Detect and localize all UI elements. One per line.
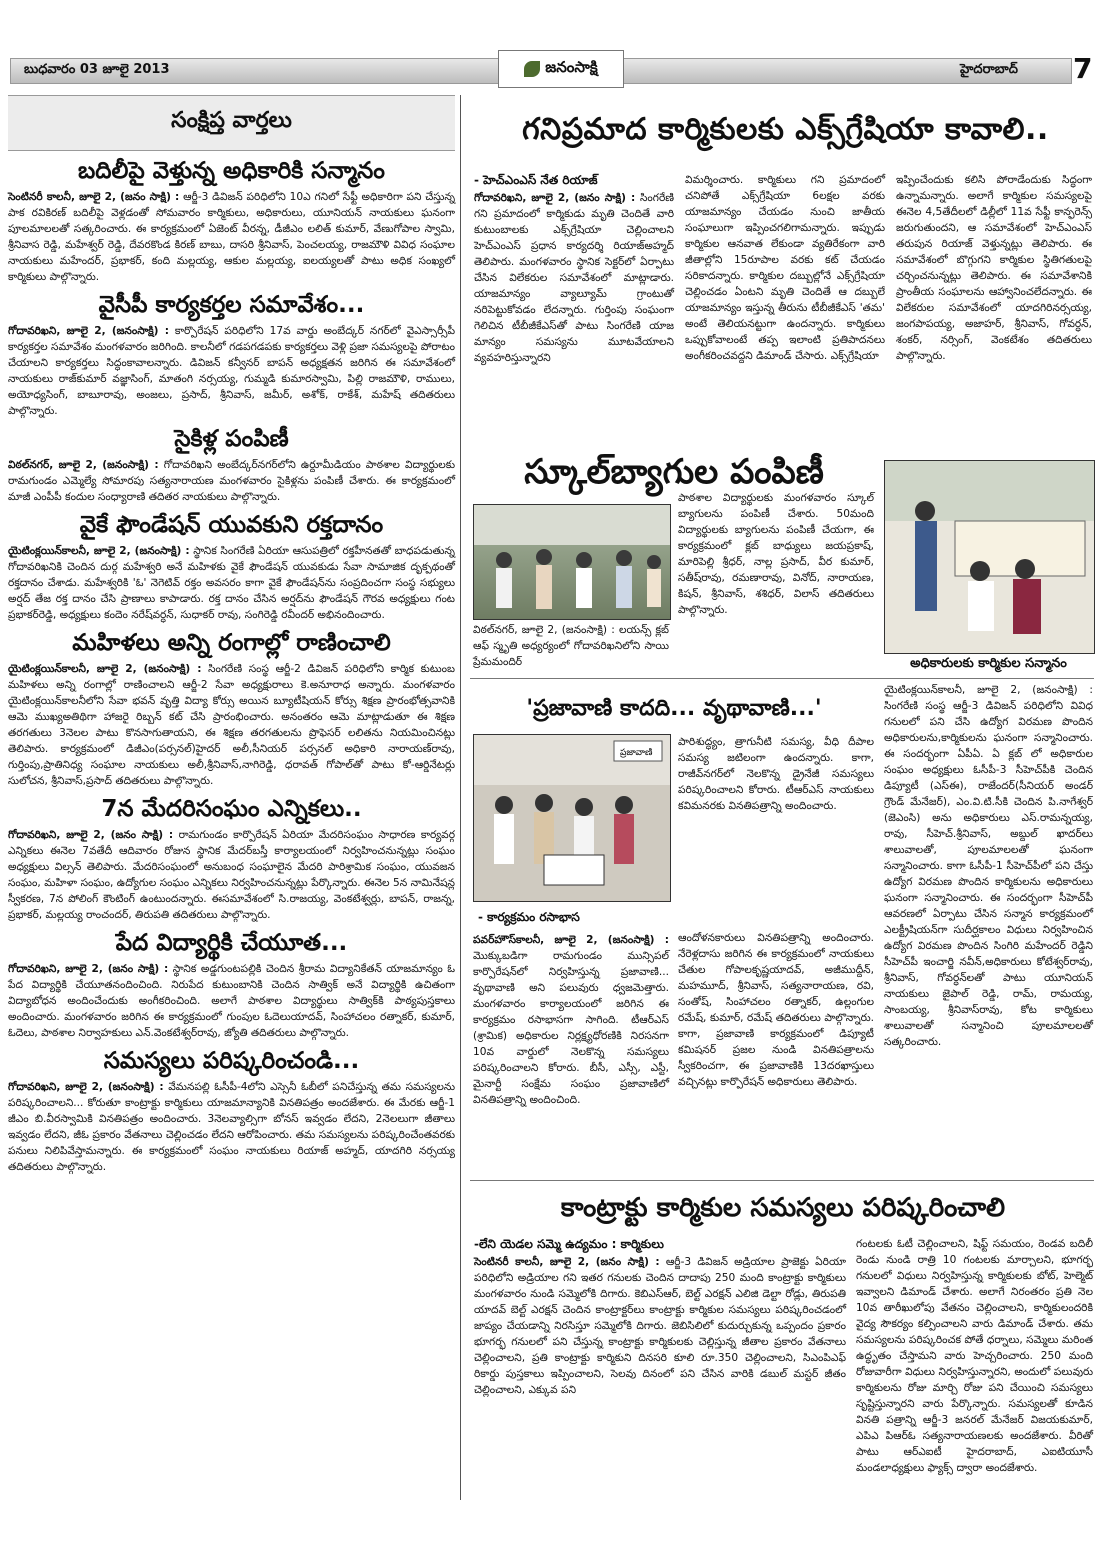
contract-dateline: సెంటినరీ కాలనీ, జూలై 2, (జనం సాక్షి) : bbox=[474, 1256, 660, 1268]
brief-body: సింగరేణి సంస్థ ఆర్జీ-2 డివిజన్ పరిధిలోని కార్మిక కుటుంబ మహిళలు అన్ని రంగాల్లో రాణించాలని ఆర్జీ-2 సేవా అధ్యక్షురాలు కె.అనూరాధ అన్నారు. మంగళవారం యైటింక్లయిన్‌కాలనీలోని సేవా భవన్ వృత్తి విద్యా కోర్సు అయిన బ్యూటీషియన్ కోర్సు శిక్షణ ప్రారంభోత్సవానికి ఆమె ముఖ్యఅతిథిగా హాజరై రిబ్బన్ కట్ చేసి ప్రారంభించారు. అనంతరం ఆమె మాట్లాడుతూ ఈ శిక్షణ తరగతులు 3నెలల పాటు కొనసాగుతాయని, ఈ శిక్షణ తరగతులను ప్రొఫెసర్ లలితను నియమించినట్లు తెలిపారు. కార్యక్రమంలో డిజీఎం(పర్సనల్)హైదర్ అలీ,సీనియర్ పర్సనల్ అధికారి నారాయణ్‌రావు, గుర్తింపు,ప్రాతినిధ్య సంఘాల నాయకులు అలీ,శ్రీనివాస్,నాగిరెడ్డి, ధరావత్ గోపాల్‌తో పాటు కో-ఆర్డినేటర్లు సులోచన, శ్రీనివాస్,ప్రసాద్ తదితరులు పాల్గొన్నారు. bbox=[8, 663, 455, 787]
main-dateline: గోదావరిఖని, జూలై 2, (జనం సాక్షి) : bbox=[474, 192, 636, 204]
issue-date: బుధవారం 03 జూలై 2013 bbox=[24, 62, 170, 77]
brief-dateline: గోదావరిఖని, జూలై 2, (జనంసాక్షి) : bbox=[8, 1081, 164, 1093]
felicitation-caption: అధికారులకు కార్మికుల సన్మానం bbox=[910, 656, 1067, 671]
brief-news-column bbox=[8, 95, 455, 1500]
main-byline: - హెచ్ఎంఎస్ నేత రియాజ్ bbox=[474, 173, 598, 187]
brief-headline: 7న మేదరిసంఘం ఎన్నికలు.. bbox=[101, 796, 362, 822]
brief-body: కార్పొరేషన్ పరిధిలోని 17వ వార్డు అంబేద్కర్ నగర్‌లో వైఎస్సార్సీపీ కార్యకర్తల సమావేశం మంగళవారం జరిగింది. కాలనీలో గడపగడపకు కార్యకర్తలు వెళ్లి ప్రజా సమస్యలపై పోరాటం చేయాలని కార్యకర్తలు సిద్ధంకావాలన్నారు. డివిజన్ కన్వీనర్ బాపన్ అధ్యక్షతన జరిగిన ఈ సమావేశంలో నాయకులు రాజ్‌కుమార్ వజ్ఞాసింగ్, మాతంగి నర్సయ్య, గుమ్మడి కుమారస్వామి, పిల్లి రాజమౌళి, రాములు, అయోధ్యసింగ్, బాబూరావు, అంజలు, ప్రసాద్, శ్రీనివాస్, జమీర్, అశోక్, రాకేశ్, మహేష్ తదితరులు పాల్గొన్నారు. bbox=[8, 325, 455, 417]
brief-body: ఆర్జీ-3 డివిజన్ పరిధిలోని 10ఎ గనిలో సేఫ్టీ అధికారిగా పని చేస్తున్న పాక రవికిరణ్ బదిలీపై వెళ్లడంతో సోమవారం కార్మికులు, అధికారులు, యూనియన్ నాయకులు ఘనంగా పూలమాలలతో సత్కరించారు. ఈ కార్యక్రమంలో ఏజెంట్ వీరన్న, డీజీఎం లలిత్ కుమార్, వేణుగోపాల స్వామి, శ్రీనివాస రెడ్డి, మహేశ్వర్ రెడ్డి, దేవరకొండ కిరణ్ బాబు, దాసరి శ్రీనివాస్, పెంచలయ్య, రాజమౌళి వివిధ సంఘాల నాయకులు మహేందర్, ప్రభాకర్, కంది మల్లయ్య, ఆకుల మల్లయ్య, ఐలయ్యలతో పాటు అధిక సంఖ్యలో కార్మికులు పాల్గొన్నారు. bbox=[8, 191, 455, 283]
school-bags-photo bbox=[473, 504, 671, 620]
news-brief bbox=[8, 929, 455, 1041]
logo-text: జనంసాక్షి bbox=[545, 58, 598, 76]
brief-dateline: గోదావరిఖని, జూలై 2, (జనం సాక్షి) : bbox=[8, 829, 174, 841]
brief-body: గోదావరిఖని అంబేద్కర్‌నగర్‌లోని ఉర్దూమీడియం పాఠశాల విద్యార్థులకు రామగుండం ఎమ్మెల్యే సోమారపు సత్యనారాయణ మంగళవారం సైకిళ్లను పంపిణీ చేశారు. ఈ కార్యక్రమంలో మాజీ ఎంపీపీ కందుల సంధ్యారాణి తదితర నాయకులు పాల్గొన్నారు. bbox=[8, 459, 455, 503]
main-headline: గనిప్రమాద కార్మికులకు ఎక్స్‌గ్రేషియా కావాలి.. bbox=[522, 112, 1049, 147]
brief-headline: వైకే ఫౌండేషన్ యువకుని రక్తదానం bbox=[79, 512, 384, 538]
prajavani-col-1: పారిశుద్ధ్యం, త్రాగునీటి సమస్య, వీధి దీపాల సమస్య జటిలంగా ఉందన్నారు. కాగా, రాజీవ్‌నగర్‌లో నెలకొన్న డ్రైనేజీ సమస్యలు పరిష్కరించాలని కోరారు. టీఆర్ఎస్ నాయకులు కవిమనరకు వినతిపత్రాన్ని అందించారు. bbox=[678, 736, 874, 812]
prajavani-headline: 'ప్రజావాణి కాదది... వృథావాణి...' bbox=[526, 696, 822, 721]
brief-headline: వైసీపీ కార్యకర్తల సమావేశం... bbox=[98, 292, 365, 318]
news-brief bbox=[8, 795, 455, 923]
contract-body-1: ఆర్జీ-3 డివిజన్ అడ్రియాల ప్రాజెక్టు ఏరియా పరిధిలోని అడ్రియాల గని ఇతర గనులకు చెందిన దాదాపు 250 మంది కాంట్రాక్టు కార్మికులు మంగళవారం నుండి సమ్మెలోకి దిగారు. కెబిఎస్ఆర్, బెల్ట్ ఎరక్షన్ ఎలిజి డెల్టా రోడ్లు, తిరుపతి యాదవ్ బెల్ట్ ఎరక్షన్ చెందిన కాంట్రాక్టర్‌లు కాంట్రాక్టు కార్మికుల సమస్యలు పరిష్కరించడంలో జాప్యం చేయడాన్ని నిరసిస్తూ సమ్మెలోకి దిగారు. జెబిసిలిలో కుదుర్చుకున్న ఒప్పందం ప్రకారం భూగర్భ గనులలో పని చేస్తున్న కాంట్రాక్టు కార్మికులకు చెల్లిస్తున్న జీతాల ప్రకారం వేతనాలు చెల్లించాలని, ప్రతి కాంట్రాక్టు కార్మికుని దినసరి కూలి రూ.350 చెల్లించాలని, సిఎంపిఎఫ్ రికార్డు పుస్తకాలు ఇప్పించాలని, సెలవు దినంలో పని చేసిన వారికి డబుల్ మస్టర్ జీతం చెల్లించాలని, ఎక్కువ పని bbox=[474, 1256, 846, 1396]
brief-body: స్థానిక సింగరేణి ఏరియా ఆసుపత్రిలో రక్తహీనతతో బాధపడుతున్న గోదావరిఖనికి చెందిన దుర్గ మహేశ్వరి అనే మహిళకు వైకే ఫౌండేషన్ యువకుడు సేవా సామాజిక దృక్పథంతో రక్తదానం చేశాడు. మహేశ్వరికి 'ఓ' నెగెటివ్ రక్తం అవసరం కాగా వైకే ఫౌండేషన్‌ను సంప్రదించగా సంస్థ సభ్యులు అర్షద్ తేజ రక్త దానం చేసి ప్రాణాలు కాపాడారు. రక్త దానం చేసిన అర్షద్‌ను ఫౌండేషన్ గౌరవ అధ్యక్షులు గంట ప్రభాకర్‌రెడ్డి, అధ్యక్షులు కందెం నరేష్‌వర్ధన్, సుధాకర్ రావు, సంగిరెడ్డి రవీందర్ అభినందించారు. bbox=[8, 545, 455, 621]
prajavani-subhead: - కార్యక్రమం రసాభాస bbox=[478, 910, 580, 924]
news-brief bbox=[8, 1047, 455, 1175]
brief-dateline: యైటింక్లయిన్‌కాలనీ, జూలై 2, (జనంసాక్షి) : bbox=[8, 545, 190, 557]
prajavani-col-2: ఆందోళనకారులు వినతిపత్రాన్ని అందించారు. నేరెళ్లదాసు జరిగిన ఈ కార్యక్రమంలో నాయకులు చేతుల గోపాలకృష్ణయాదవ్, అజీముద్దీన్, మహమూద్, శ్రీనివాస్, సత్యనారాయణ, రవి, సంతోష్, సింహాచలం రత్నాకర్, ఉల్లంగుల రమేష్, కుమార్, రమేష్ తదితరులు పాల్గొన్నారు. కాగా, ప్రజావాణి కార్యక్రమంలో డిప్యూటీ కమిషనర్ ప్రజల నుండి వినతిపత్రాలను స్వీకరించగా, ఈ ప్రజావాణికి 13దరఖాస్తులు వచ్చినట్లు కార్పొరేషన్ అధికారులు తెలిపారు. bbox=[678, 932, 874, 1088]
main-story-col-1 bbox=[474, 172, 674, 366]
brief-headline: సమస్యలు పరిష్కరించండి... bbox=[103, 1048, 360, 1074]
brief-dateline: గోదావరిఖని, జూలై 2, (జనం సాక్షి) : bbox=[8, 963, 169, 975]
brief-dateline: గోదావరిఖని, జూలై 2, (జనంసాక్షి) : bbox=[8, 325, 169, 337]
prajavani-body: మొక్కుబడిగా రామగుండం మున్సిపల్ కార్పొరేషన్‌లో నిర్వహిస్తున్న ప్రజావాణి... వృథావాణి అని పలువురు ధ్వజమెత్తారు. మంగళవారం కార్యాలయంలో జరిగిన ఈ కార్యక్రమం రసాభాసగా సాగింది. టీఆర్ఎస్ (శ్రామిక) అధికారుల నిర్లక్ష్యధోరణికి నిరసనగా 10వ వార్డులో నెలకొన్న సమస్యలు పరిష్కరించాలని కోరారు. బీసీ, ఎస్సీ, ఎస్టీ, మైనార్టీ సంక్షేమ సంఘం ప్రజావాణిలో వినతిపత్రాన్ని అందించింది. bbox=[473, 950, 669, 1106]
prajavani-dateline: పవర్‌హౌస్‌కాలనీ, జూలై 2, (జనంసాక్షి) : bbox=[473, 934, 669, 946]
leaf-icon bbox=[524, 61, 540, 77]
contract-subhead: -లేని యెడల సమ్మె ఉద్యమం : కార్మికులు bbox=[474, 1237, 664, 1251]
felicitation-photo bbox=[884, 460, 1095, 654]
brief-body: వేమనపల్లి ఓసీపీ-4లోని ఎస్సెనీ ఓబీలో పనిచేస్తున్న తమ సమస్యలను పరిష్కరించాలని... కోరుతూ కాంట్రాక్టు కార్మికులు యాజమాన్యానికి వినతిపత్రం అందజేశారు. ఈ మేరకు ఆర్జీ-1 జీఎం బి.వీరస్వామికి వినతిపత్రం అందించారు. 3నెలవ్యాల్సిగా బోనస్ ఇవ్వడం లేదని, 2నెలలుగా జీతాలు ఇవ్వడం లేదని, జీఓ ప్రకారం వేతనాలు చెల్లించడం లేదని ఆరోపించారు. తమ సమస్యలను పరిష్కరించేంతవరకు పనులు నిలిపివేస్తామన్నారు. ఈ కార్యక్రమంలో సంఘం నాయకులు రియాజ్ అహ్మద్, యాదగిరి నర్సయ్య తదితరులు పాల్గొన్నారు. bbox=[8, 1081, 455, 1173]
school-bags-headline: స్కూల్‌బ్యాగుల పంపిణీ bbox=[524, 452, 824, 492]
section-divider bbox=[470, 678, 1094, 679]
brief-headline: సైకిళ్ల పంపిణీ bbox=[174, 426, 289, 452]
contract-col-1 bbox=[474, 1236, 846, 1398]
prajavani-col-1b bbox=[473, 932, 669, 1108]
edition-city: హైదరాబాద్ bbox=[960, 62, 1018, 77]
brief-headline: మహిళలు అన్ని రంగాల్లో రాణించాలి bbox=[72, 630, 391, 656]
main-story-col-2: విమర్శించారు. కార్మికులు గని ప్రమాదంలో చనిపోతే ఎక్స్‌గ్రేషియా 6లక్షల వరకు యాజమాన్యం చేయడం నుంచి జాతీయ సంఘాలుగా ఇప్పించగలిగామన్నారు. ఇప్పుడు కార్మికుల ఆనవాత లేకుండా వ్యతిరేకంగా వారి జీతాల్లోని 15రూపాల వరకు కట్ చేయడం సరికాదన్నారు. కార్మికుల దబ్బుల్లోనే ఎక్స్‌గ్రేషియా చెల్లించడం ఏంటని మృతి చెందితే ఆ దబ్బులే యాజమాన్యం ఇస్తున్న తీరును టీబీజీకేఎస్ 'తమ' అంటే తెలియనట్టుగా ఉందన్నారు. కార్మికులు ఒప్పుకోవాలంటే తప్ప ఇలాంటి ప్రతిపాదనలు అంగీకరించవద్దని డిమాండ్ చేసారు. ఎక్స్‌గ్రేషియా bbox=[685, 174, 885, 362]
school-bags-col-2: పాఠశాల విద్యార్థులకు మంగళవారం స్కూల్ బ్యాగులను పంపిణీ చేశారు. 50మంది విద్యార్థులకు బ్యాగులను పంపిణీ చేయగా, ఈ కార్యక్రమంలో క్లబ్ బాధ్యులు జయప్రకాష్, మారిపెల్లి శ్రీధర్, నాల్ల ప్రసాద్, వీర కుమార్, సతీష్‌రావు, రమణారావు, వినోద్, నారాయణ, కిషన్, శ్రీనివాస్, శశిధర్, విలాస్ తదితరులు పాల్గొన్నారు. bbox=[678, 492, 874, 616]
prajavani-photo bbox=[473, 734, 671, 902]
page-number: 7 bbox=[1073, 52, 1093, 85]
masthead bbox=[0, 0, 1100, 92]
brief-dateline: విఠల్‌నగర్, జూలై 2, (జనంసాక్షి) : bbox=[8, 459, 159, 471]
news-brief bbox=[8, 425, 455, 505]
brief-news-banner: సంక్షిప్త వార్తలు bbox=[8, 95, 455, 151]
brief-body: రామగుండం కార్పొరేషన్ ఏరియా మేదరిసంఘం సాధారణ కార్యవర్గ ఎన్నికలు ఈనెల 7వతేదీ ఆదివారం రోజున స్థానిక మేదర్‌బస్తీ కార్యాలయంలో నిర్వహించనున్నట్లు సంఘం అధ్యక్షులు విల్సన్ తెలిపారు. మేదరిసంఘంలో అనుబంధ సంఘాలైన మేదరి పారిశ్రామిక సంఘం, యువజన సంఘం, మహిళా సంఘం, ఉద్యోగుల సంఘం ఎన్నికలు నిర్వహించనున్నట్లు పేర్కొన్నారు. ఈనెల 5న నామినేషన్ల స్వీకరణ, 7న పోలింగ్ కౌంటింగ్ ఉంటుందన్నారు. ఈసమావేశంలో సి.రాజయ్య, వెంకటేశ్వర్లు, బాపన్, రాజన్న, ప్రభాకర్, మల్లయ్య రాంచందర్, తిరుపతి తదితరులు పాల్గొన్నారు. bbox=[8, 829, 455, 921]
contract-col-2: గంటలకు ఓటీ చెల్లించాలని, షిఫ్ట్ సమయం, రెండవ బదిలీ రెండు నుండి రాత్రి 10 గంటలకు మార్చాలని, భూగర్భ గనులలో విధులు నిర్వహిస్తున్న కార్మికులకు బోట్, హెల్మెట్ ఇవ్వాలని డిమాండ్ చేశారు. అలాగే నిరంతరం ప్రతి నెల 10వ తారీఖులోపు వేతనం చెల్లించాలని, కార్మికులందరికి వైద్య సౌకర్యం కల్పించాలని వారు డిమాండ్ చేశారు. తమ సమస్యలను పరిష్కరించక పోతే ధర్నాలు, సమ్మెలు మరింత ఉద్ధృతం చేస్తామని వారు హెచ్చరించారు. 250 మంది రోజువారీగా విధులు నిర్వహిస్తున్నారని, అందులో పలువురు కార్మికులను రోజు మార్చి రోజు పని చేయించి సమస్యలు సృష్టిస్తున్నారని వారు పేర్కొన్నారు. సమస్యలతో కూడిన వినతి పత్రాన్ని ఆర్జీ-3 జనరల్ మేనేజర్ విజయకుమార్, ఎపిఎ పిఆర్‌ఓ సత్యనారాయణలకు అందజేశారు. వీరితో పాటు ఆర్‌ఎఐటీ హైదరాబాద్, ఎఐటియూసీ మండలాధ్యక్షులు ఫ్యాక్స్ ద్వారా అందజేశారు. bbox=[856, 1238, 1093, 1474]
brief-headline: పేద విద్యార్థికి చేయూత... bbox=[115, 930, 348, 956]
people-image bbox=[474, 505, 670, 619]
brief-dateline: సెంటినరీ కాలనీ, జూలై 2, (జనం సాక్షి) : bbox=[8, 191, 180, 203]
school-bags-col-1: విఠల్‌నగర్, జూలై 2, (జనంసాక్షి) : లయన్స్ క్లబ్ ఆఫ్ స్మృతి అధ్యర్యంలో గోదావరిఖనిలోని సాయి ప్రేమమందిర్ bbox=[473, 624, 669, 668]
column-divider bbox=[460, 95, 461, 1500]
news-brief bbox=[8, 629, 455, 789]
felicitation-image bbox=[885, 461, 1094, 653]
newspaper-logo bbox=[498, 50, 624, 88]
main-body-1: సింగరేణి గని ప్రమాదంలో కార్మికుడు మృతి చెందితే వారి కుటుంబాలకు ఎక్స్‌గ్రేషియా చెల్లించాలని హెచ్ఎంఎస్ ప్రధాన కార్యదర్శి రియాజ్‌అహ్మద్ తెలిపారు. మంగళవారం స్థానిక సెక్టర్‌లో ఏర్పాటు చేసిన విలేకరుల సమావేశంలో మాట్లాడారు. యాజమాన్యం వ్యాల్యూమ్ గ్రాంటుతో నరిపెట్టుకోవడం లేదన్నారు. గుర్తింపు సంఘంగా గెలిచిన టీబీజీకేఎస్‌తో పాటు సింగరేణి యాజ మాన్యం సమస్యను మూటవేయాలని వ్యవహరిస్తున్నారని bbox=[474, 192, 674, 364]
protest-image bbox=[474, 735, 670, 901]
news-brief bbox=[8, 157, 455, 285]
brief-headline: బదిలీపై వెళ్తున్న అధికారికి సన్మానం bbox=[78, 158, 385, 184]
brief-dateline: యైటింక్లయిన్‌కాలనీ, జూలై 2, (జనంసాక్షి) : bbox=[8, 663, 202, 675]
brief-body: స్థానిక అడ్డగుంటపల్లికి చెందిన శ్రీరామ విద్యానికేతన్ యాజమాన్యం ఓ పేద విద్యార్థికి చేయూతనందించింది. నిరుపేద కుటుంబానికి చెందిన సాత్విక్ అనే విద్యార్థికి ఉచితంగా విద్యాబోధన అందించేందుకు అంగీకరించింది. అలాగే పాఠశాల విద్యార్థులు సాత్విక్‌కి పాఠ్యపుస్తకాలు అందించారు. మంగళవారం జరిగిన ఈ కార్యక్రమంలో గుంపుల ఓదెలుయాదవ్, సింహాచలం రత్నాకర్, కుమార్, ఓదెలు, పాఠశాల నిర్వాహకులు ఎన్.వెంకటేశ్వర్‌రావు, జ్యోతి తదితరులు పాల్గొన్నారు. bbox=[8, 963, 456, 1039]
section-divider bbox=[470, 1180, 1094, 1181]
contract-headline: కాంట్రాక్టు కార్మికుల సమస్యలు పరిష్కరించాలి bbox=[560, 1193, 1006, 1223]
main-story-col-3: ఇప్పించేందుకు కలిసి పోరాడేందుకు సిద్ధంగా ఉన్నామన్నారు. అలాగే కార్మికుల సమస్యలపై ఈనెల 4,5తేదీలలో డిల్లీలో 11వ సేఫ్టీ కాన్ఫరెన్స్ జరుగుతుందని, ఆ సమావేశంలో హెచ్ఎంఎస్ తరుపున రియాజ్ వెళ్తున్నట్లు తెలిపారు. ఈ సమావేశంలో బొగ్గుగని కార్మికుల స్థితిగతులపై చర్చించనున్నట్లు తెలిపారు. ఈ సమావేశానికి ప్రాంతీయ సంఘాలను ఆహ్వానించలేదన్నారు. ఈ విలేకరుల సమావేశంలో యాదగిరినర్సయ్య, జంగపాపయ్య, అజాహర్, శ్రీనివాస్, గోవర్ధన్, శంకర్, నర్సింగ్, వెంకటేశం తదితరులు పాల్గొన్నారు. bbox=[896, 174, 1092, 362]
news-brief bbox=[8, 511, 455, 623]
news-brief bbox=[8, 291, 455, 419]
felicitation-story: యైటింక్లయిన్‌కాలనీ, జూలై 2, (జనంసాక్షి) : సింగరేణి సంస్థ ఆర్జీ-3 డివిజన్ పరిధిలోని వివిధ గనులలో పని చేసి ఉద్యోగ విరమణ పొందిన అధికారులను,కార్మికులను ఘనంగా సన్మానించారు. ఈ సందర్భంగా ఏపీఏ. ఏ క్లబ్ లో అధికారుల సంఘం అధ్యక్షులు ఓసీపీ-3 సీహెచ్‌పీకి చెందిన డిప్యూటీ (ఎస్ఈ), రాజేందర్(సీనియర్ అండర్ గ్రౌండ్ మేనేజర్), ఎం.వి.టి.సీకి చెందిన పి.నాగేశ్వర్ (జెఎంసి) అను అధికారులు ఎస్.రామన్నయ్య, రావు, సీహెచ్.శ్రీనివాస్, అబ్దుల్ ఖాదర్‌లు శాలువాలతో, పూలమాలలతో ఘనంగా సన్మానించారు. కాగా ఓసీపీ-1 సీహెచ్‌పీలో పని చేస్తు ఉద్యోగ విరమణ పొందిన కార్మికులను అధికారులు ఘనంగా సన్మానించారు. ఈ సందర్భంగా సీహెచ్‌పీ ఆవరణలో ఏర్పాటు చేసిన సన్మాన కార్యక్రమంలో ఎలక్ట్రీషియన్‌గా సుదీర్ఘకాలం విధులు నిర్వహించిన ఉద్యోగ విరమణ పొందిన సింగిరి మహేందర్ రెడ్డిని సీహెచ్‌పీ ఇంచార్జి నవీన్,అధికారులు కోటేశ్వర్‌రావు, శ్రీనివాస్, గోవర్ధన్‌లతో పాటు యూనియన్ నాయకులు జైపాల్ రెడ్డి, రామ్, రామయ్య, సాంబయ్య, శ్రీనివాస్‌రావు, కోట కార్మికులు శాలువాలతో సన్మానించి పూలమాలలతో సత్కరించారు. bbox=[884, 684, 1093, 1048]
sign-label: ప్రజావాణి bbox=[620, 748, 653, 758]
